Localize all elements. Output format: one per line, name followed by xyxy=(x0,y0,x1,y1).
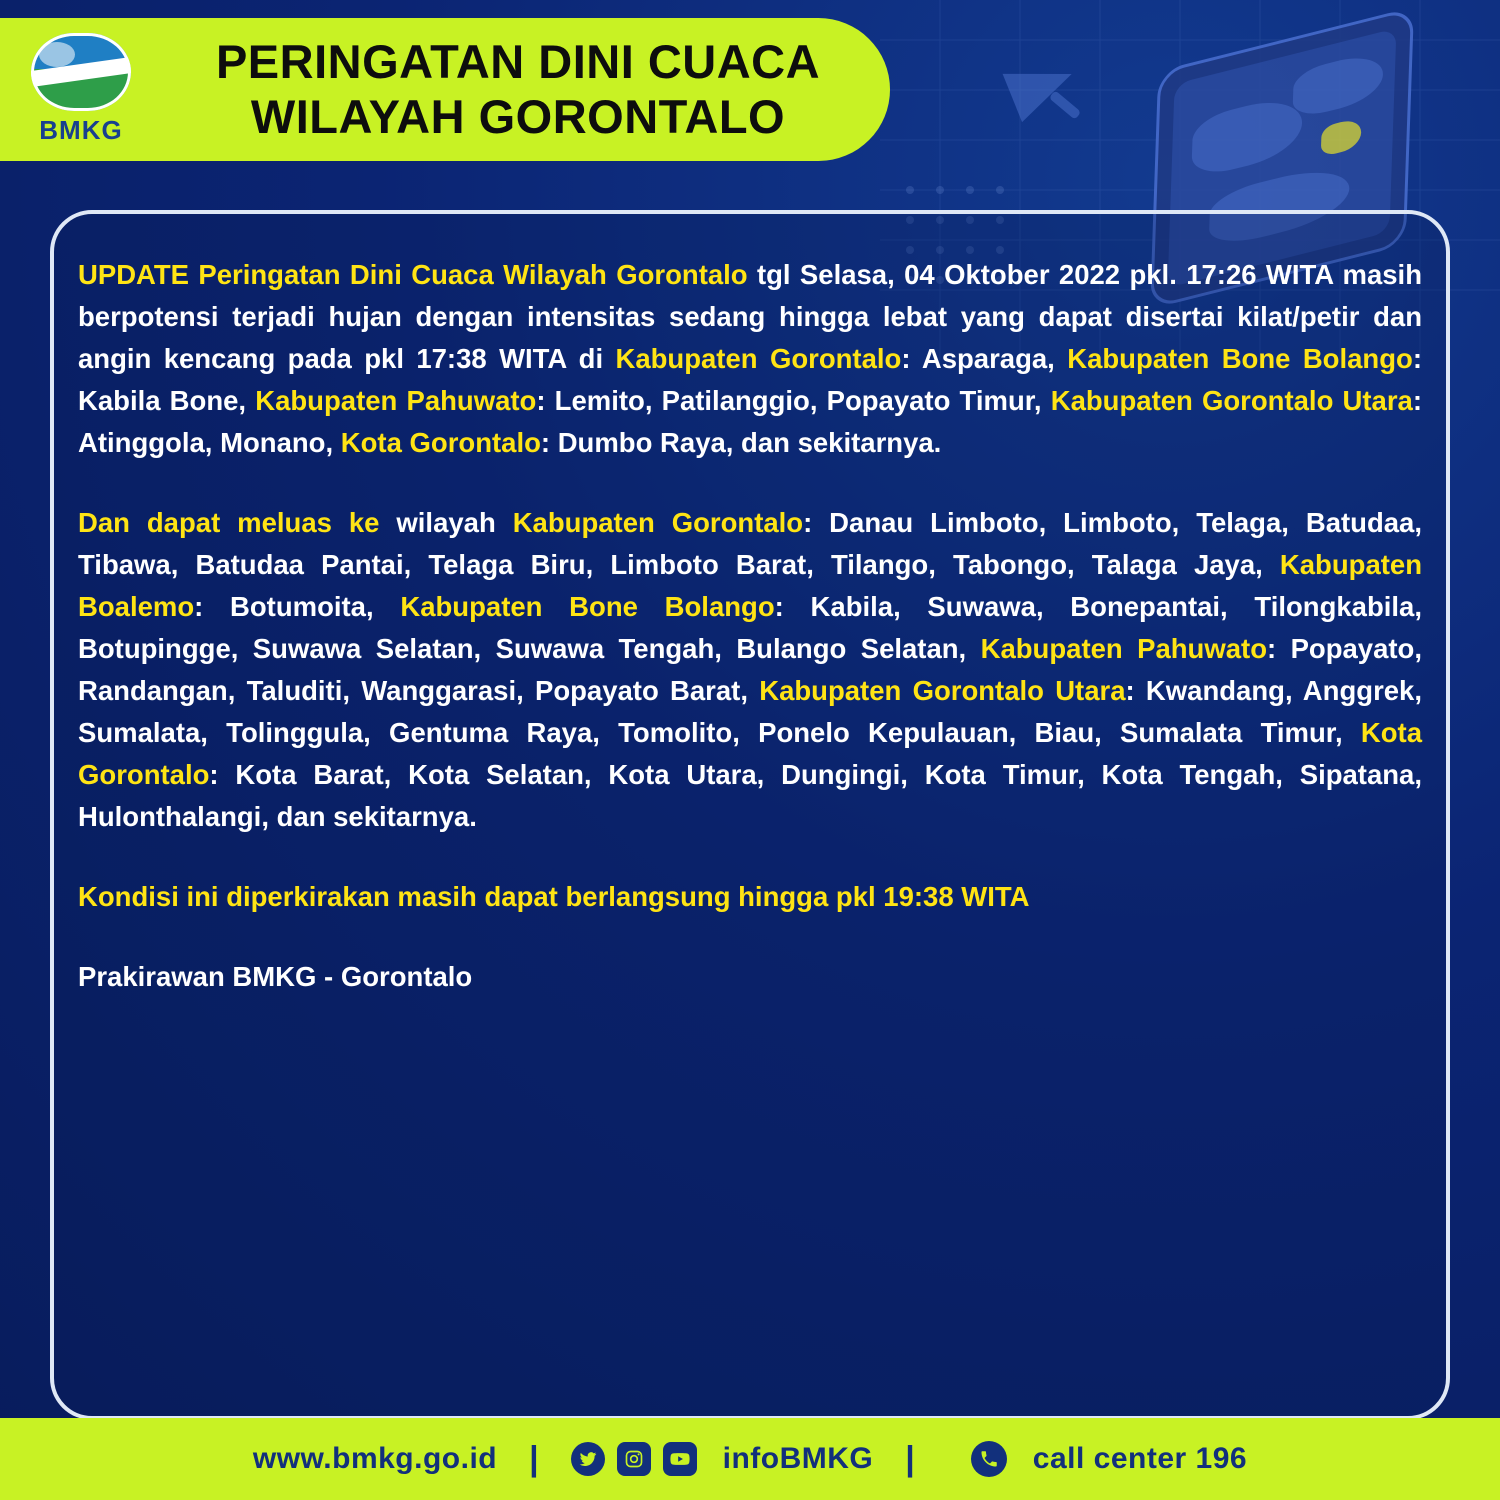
footer-call-center[interactable]: call center 196 xyxy=(1032,1442,1248,1475)
page-title xyxy=(168,34,868,144)
body-text-run: : Kwandang, Anggrek, Sumalata, Tolinggula, Gentuma Raya, Tomolito, Ponelo Kepulauan, Biau, Sumalata Timur, xyxy=(78,675,1422,748)
body-text-run: : Danau Limboto, Limboto, Telaga, Batudaa, Tibawa, Batudaa Pantai, Telaga Biru, Limboto Barat, Tilango, Tabongo, Talaga Jaya, xyxy=(78,507,1422,580)
page-header xyxy=(0,0,1500,178)
highlighted-region-name: Kabupaten Pahuwato xyxy=(255,385,537,416)
footer-website[interactable]: www.bmkg.go.id xyxy=(252,1442,498,1475)
body-text-run: : Dumbo Raya, dan sekitarnya. xyxy=(540,427,942,458)
warning-paragraph-4 xyxy=(78,956,1422,998)
bmkg-logo-icon xyxy=(31,33,131,111)
body-text-run: : Botumoita, xyxy=(194,591,401,622)
highlighted-region-name: Kota Gorontalo xyxy=(340,427,541,458)
warning-text-body xyxy=(78,254,1422,998)
social-links xyxy=(571,1442,697,1476)
highlighted-region-name: Kondisi ini diperkirakan masih dapat berlangsung hingga pkl 19:38 WITA xyxy=(78,881,1030,912)
highlighted-region-name: Kabupaten Pahuwato xyxy=(980,633,1267,664)
twitter-icon[interactable] xyxy=(571,1442,605,1476)
phone-icon xyxy=(971,1441,1007,1477)
warning-panel xyxy=(50,210,1450,1420)
page-title-line-2: WILAYAH GORONTALO xyxy=(250,90,786,143)
body-text-run: : Lemito, Patilanggio, Popayato Timur, xyxy=(536,385,1051,416)
body-text-run: : Asparaga, xyxy=(901,343,1068,374)
body-text-run: : Kabila, Suwawa, Bonepantai, Tilongkabila, Botupingge, Suwawa Selatan, Suwawa Tengah, Bulango Selatan, xyxy=(78,591,1422,664)
footer-separator-1: | xyxy=(529,1439,539,1478)
highlighted-region-name: Kabupaten Gorontalo Utara xyxy=(1050,385,1413,416)
page-title-line-1: PERINGATAN DINI CUACA xyxy=(215,35,821,88)
youtube-icon[interactable] xyxy=(663,1442,697,1476)
bmkg-logo xyxy=(22,28,140,150)
instagram-icon[interactable] xyxy=(617,1442,651,1476)
highlighted-region-name: Kabupaten Gorontalo xyxy=(512,507,804,538)
highlighted-region-name: Kota Gorontalo xyxy=(78,717,1422,790)
highlighted-region-name: Dan dapat meluas ke xyxy=(78,507,380,538)
highlighted-region-name: Kabupaten Bone Bolango xyxy=(400,591,775,622)
warning-paragraph-2 xyxy=(78,502,1422,838)
bmkg-logo-text: BMKG xyxy=(39,114,123,145)
body-text-run: Prakirawan BMKG - Gorontalo xyxy=(78,961,473,992)
body-text-run: : Popayato, Randangan, Taluditi, Wanggarasi, Popayato Barat, xyxy=(78,633,1422,706)
body-text-run: tgl Selasa, 04 Oktober 2022 pkl. 17:26 WITA masih berpotensi terjadi hujan dengan intensitas sedang hingga lebat yang dapat disertai kilat/petir dan angin kencang pada pkl 17:38 WITA di xyxy=(78,259,1422,374)
warning-paragraph-1 xyxy=(78,254,1422,464)
body-text-run: : Atinggola, Monano, xyxy=(78,385,1422,458)
footer-social-handle[interactable]: infoBMKG xyxy=(722,1442,874,1475)
page-footer xyxy=(0,1418,1500,1500)
highlighted-region-name: Kabupaten Gorontalo Utara xyxy=(759,675,1126,706)
warning-paragraph-3 xyxy=(78,876,1422,918)
megaphone-icon xyxy=(1000,38,1120,130)
body-text-run: : Kabila Bone, xyxy=(78,343,1422,416)
footer-separator-2: | xyxy=(905,1439,915,1478)
body-text-run: wilayah xyxy=(379,507,513,538)
highlighted-region-name: Kabupaten Bone Bolango xyxy=(1067,343,1413,374)
body-text-run: : Kota Barat, Kota Selatan, Kota Utara, Dungingi, Kota Timur, Kota Tengah, Sipatana, Hulonthalangi, dan sekitarnya. xyxy=(78,759,1422,832)
highlighted-region-name: Kabupaten Boalemo xyxy=(78,549,1422,622)
highlighted-region-name: UPDATE Peringatan Dini Cuaca Wilayah Gorontalo xyxy=(78,259,748,290)
highlighted-region-name: Kabupaten Gorontalo xyxy=(615,343,902,374)
